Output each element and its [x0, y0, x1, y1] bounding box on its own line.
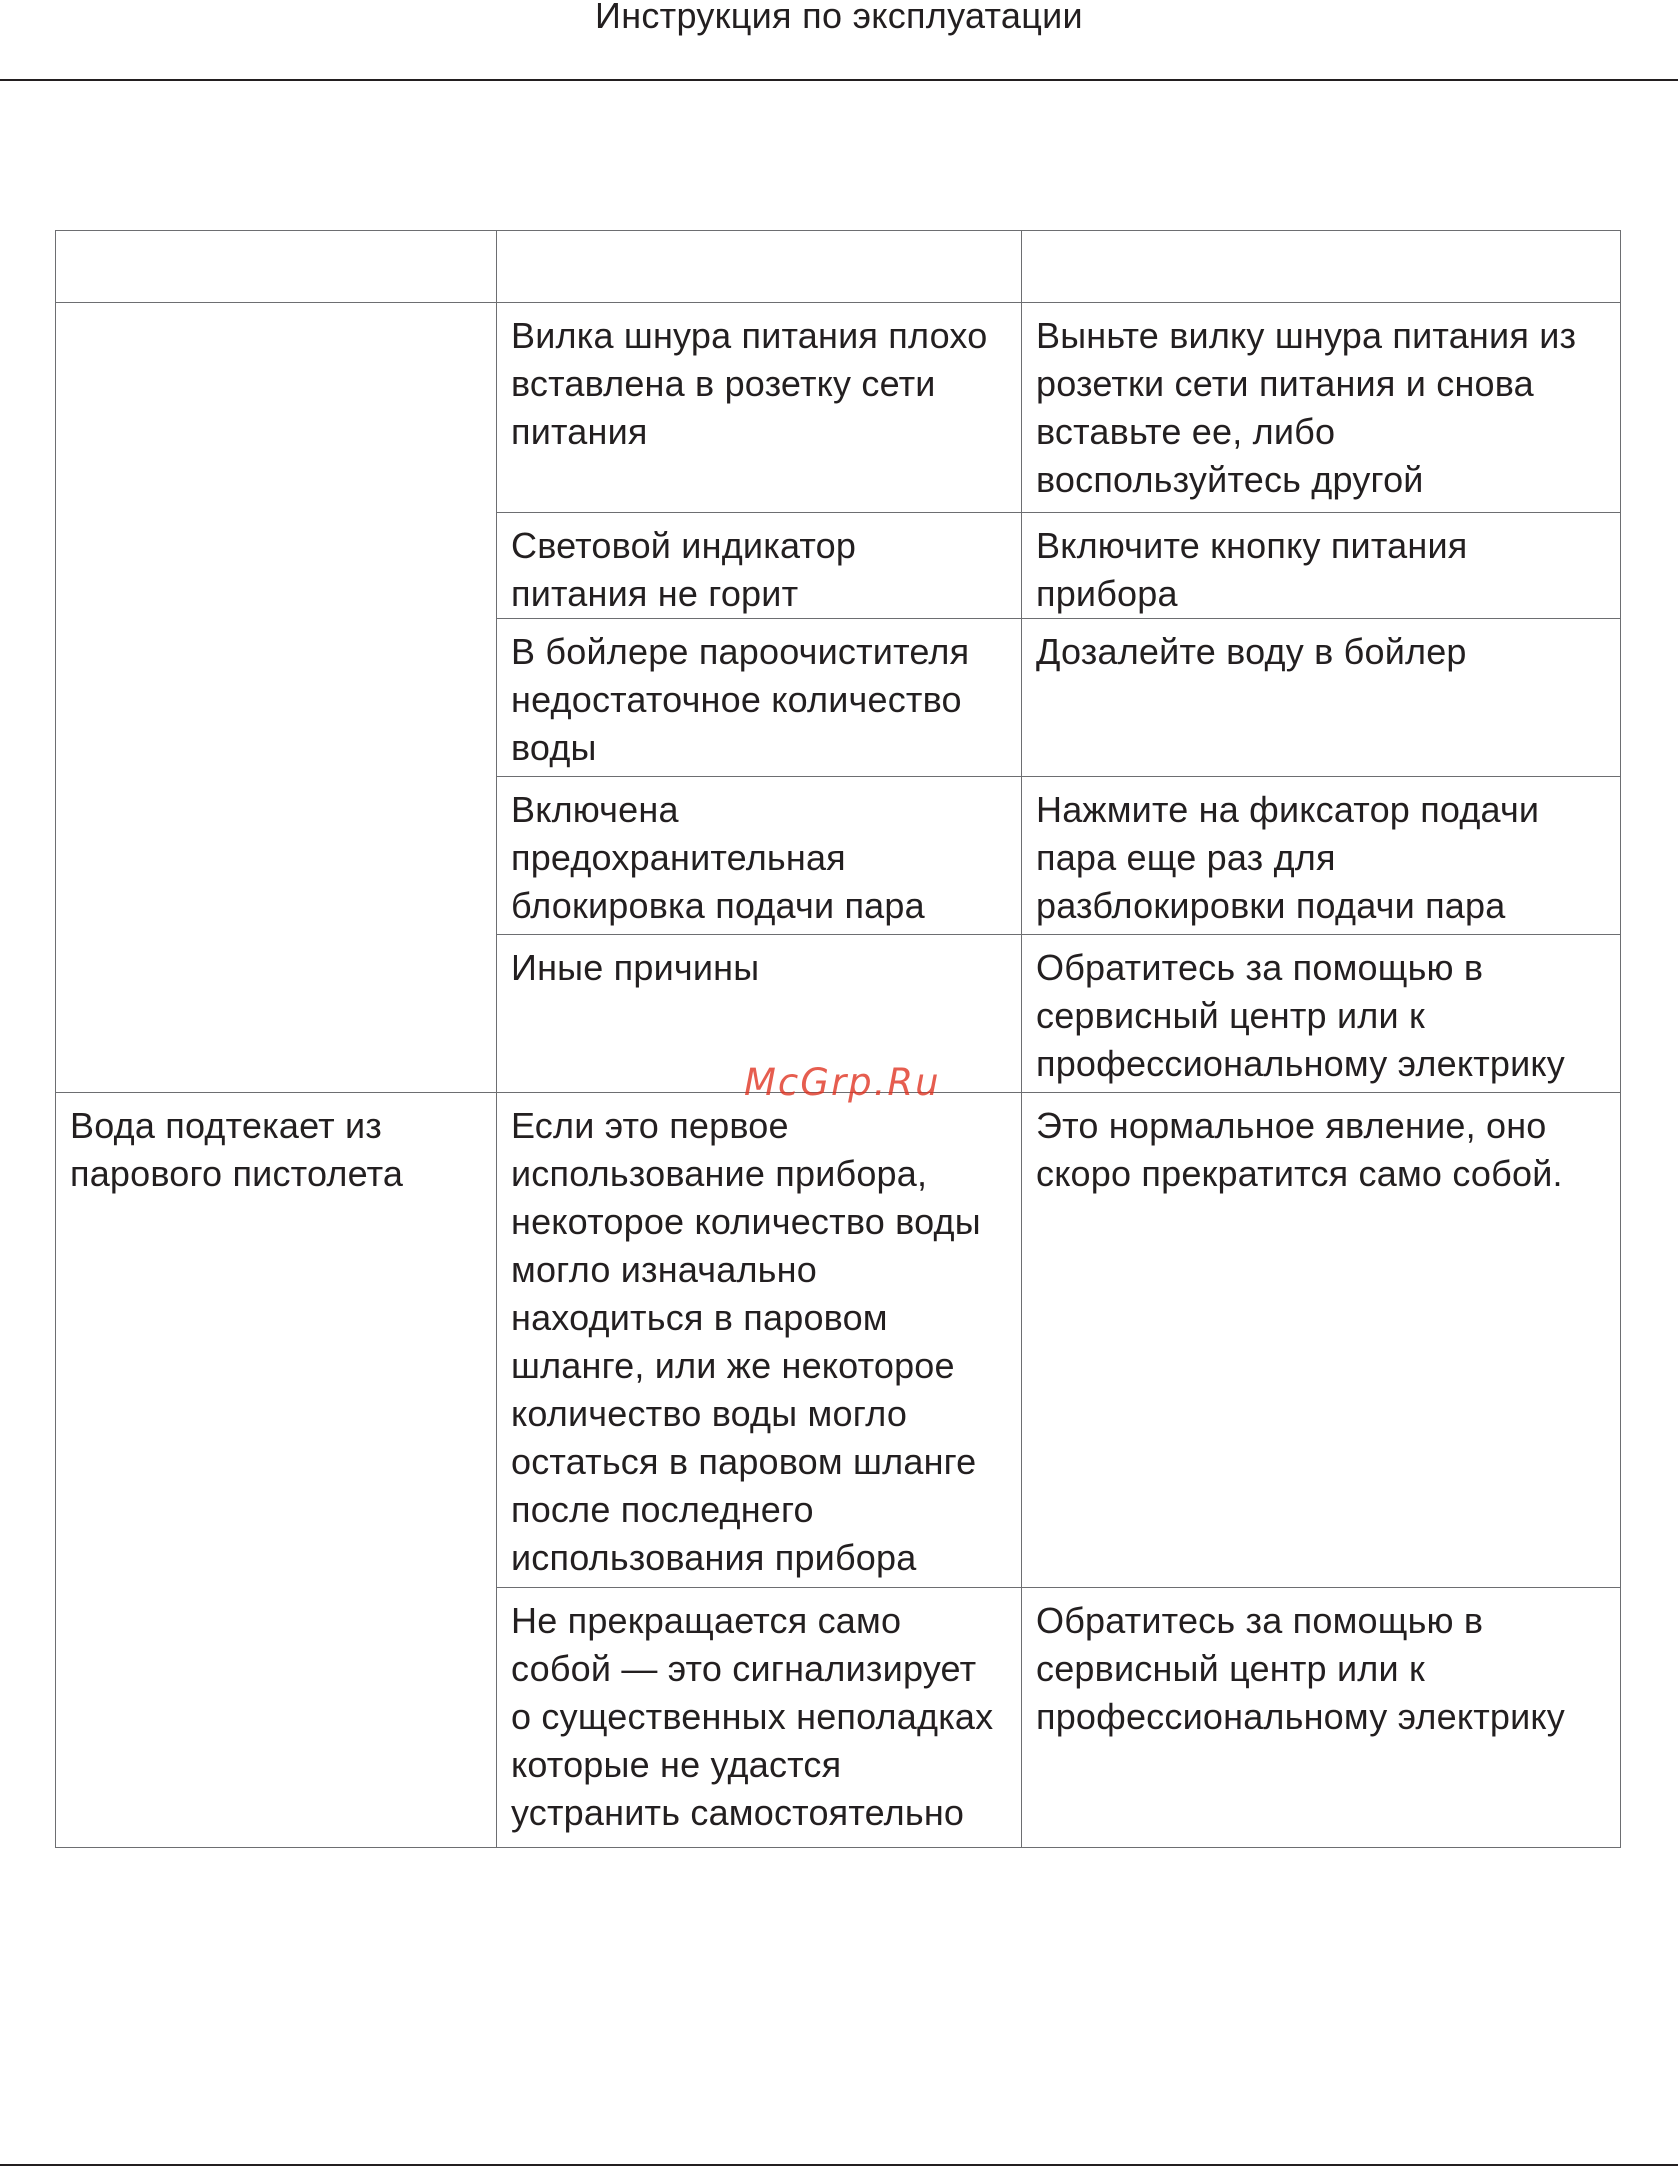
- cause-text: Если это первое использование прибора, некоторое количество воды могло изначально находиться в паровом шланге, или же некоторое количество воды могло остаться в паровом шланге после последнего использования прибора: [511, 1105, 981, 1578]
- fix-cell: [1022, 1093, 1621, 1588]
- fix-text: Дозалейте воду в бойлер: [1036, 631, 1467, 672]
- fix-text: Нажмите на фиксатор подачи пара еще раз для разблокировки подачи пара: [1036, 789, 1540, 926]
- fix-text: Обратитесь за помощью в сервисный центр или к профессиональному электрику: [1036, 947, 1565, 1084]
- header-cell-problem: [56, 231, 497, 303]
- cause-text: Включена предохранительная блокировка подачи пара: [511, 789, 925, 926]
- table-header-row: [56, 231, 1621, 303]
- fix-text: Включите кнопку питания прибора: [1036, 525, 1468, 614]
- fix-cell: [1022, 303, 1621, 513]
- fix-cell: [1022, 513, 1621, 619]
- cause-text: Вилка шнура питания плохо вставлена в розетку сети питания: [511, 315, 988, 452]
- cause-cell: [497, 513, 1022, 619]
- problem-cell: [56, 303, 497, 1093]
- header-cell-fix: [1022, 231, 1621, 303]
- page-title: Инструкция по эксплуатации: [595, 0, 1083, 36]
- page-header: [0, 0, 1678, 81]
- fix-text: Обратитесь за помощью в сервисный центр или к профессиональному электрику: [1036, 1600, 1565, 1737]
- fix-cell: [1022, 1588, 1621, 1848]
- cause-text: Световой индикатор питания не горит: [511, 525, 857, 614]
- fix-cell: [1022, 935, 1621, 1093]
- cause-text: Иные причины: [511, 947, 760, 988]
- table-row: [56, 303, 1621, 513]
- problem-cell: [56, 1093, 497, 1848]
- fix-text: Это нормальное явление, оно скоро прекратится само собой.: [1036, 1105, 1563, 1194]
- cause-cell: [497, 1588, 1022, 1848]
- troubleshooting-table: [55, 230, 1621, 1848]
- cause-text: В бойлере пароочистителя недостаточное количество воды: [511, 631, 970, 768]
- cause-cell: [497, 303, 1022, 513]
- problem-text: Вода подтекает из парового пистолета: [70, 1105, 404, 1194]
- cause-cell: [497, 777, 1022, 935]
- cause-cell: [497, 619, 1022, 777]
- fix-cell: [1022, 619, 1621, 777]
- footer-divider: [0, 2164, 1678, 2166]
- cause-text: Не прекращается само собой — это сигнализирует о существенных неполадках которые не удастся устранить самостоятельно: [511, 1600, 994, 1833]
- watermark: McGrp.Ru: [744, 1061, 941, 1104]
- cause-cell: [497, 1093, 1022, 1588]
- header-cell-cause: [497, 231, 1022, 303]
- fix-text: Выньте вилку шнура питания из розетки сети питания и снова вставьте ее, либо воспользуйтесь другой: [1036, 315, 1577, 500]
- fix-cell: [1022, 777, 1621, 935]
- table-row: [56, 1093, 1621, 1588]
